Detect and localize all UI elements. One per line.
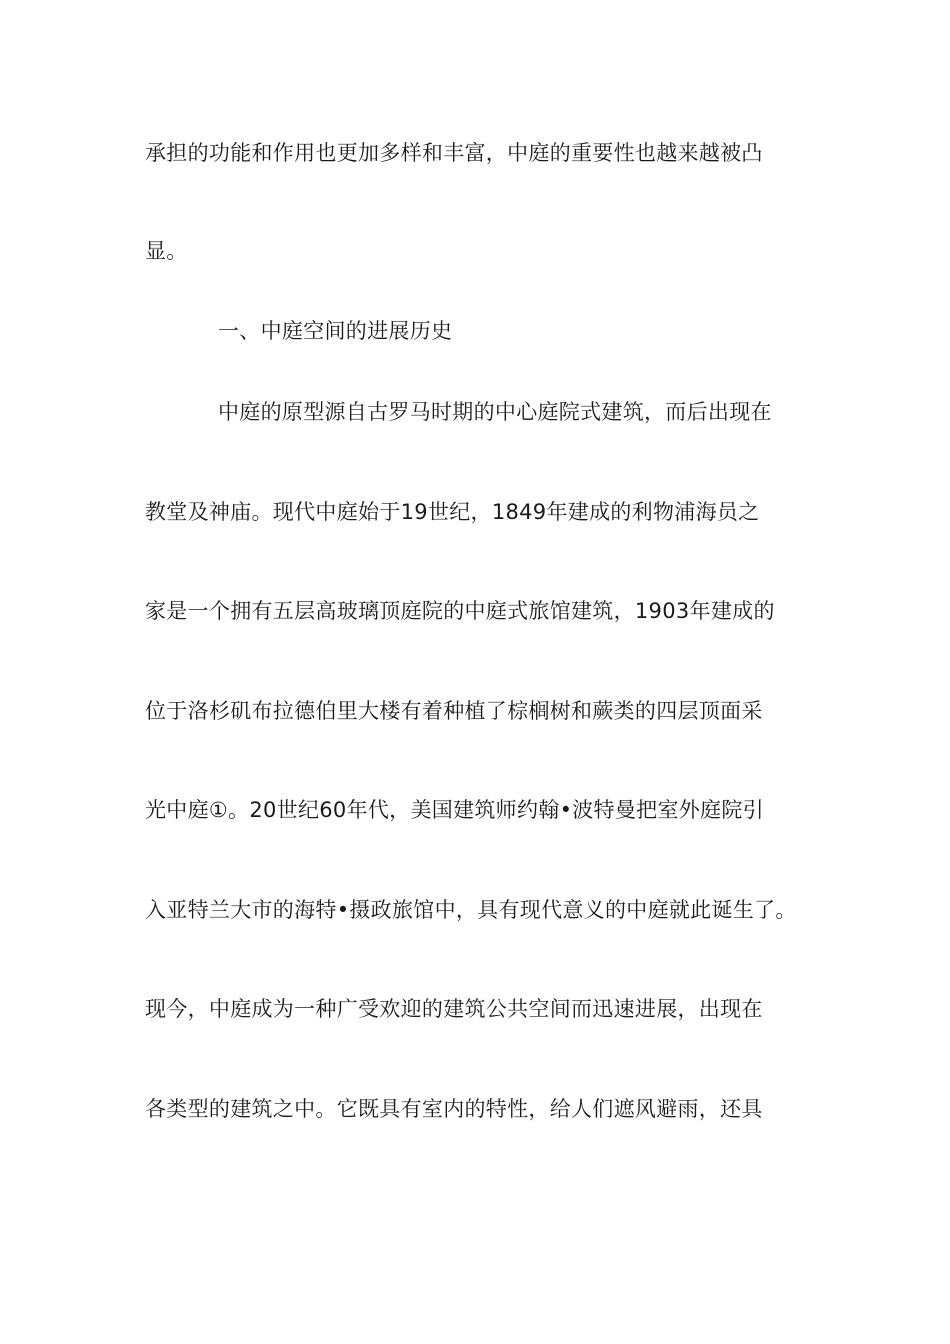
- paragraph-line-9: 现今，中庭成为一种广受欢迎的建筑公共空间而迅速进展，出现在: [145, 997, 763, 1021]
- paragraph-line-8: 入亚特兰大市的海特•摄政旅馆中，具有现代意义的中庭就此诞生了。: [145, 898, 797, 922]
- paragraph-line-5: 家是一个拥有五层高玻璃顶庭院的中庭式旅馆建筑，1903年建成的: [145, 599, 775, 623]
- paragraph-line-1: 承担的功能和作用也更加多样和丰富，中庭的重要性也越来越被凸: [145, 141, 763, 165]
- paragraph-line-6: 位于洛杉矶布拉德伯里大楼有着种植了棕榈树和蕨类的四层顶面采: [145, 699, 763, 723]
- paragraph-line-3: 中庭的原型源自古罗马时期的中心庭院式建筑，而后出现在: [218, 400, 772, 424]
- paragraph-line-10: 各类型的建筑之中。它既具有室内的特性，给人们遮风避雨，还具: [145, 1097, 763, 1121]
- paragraph-line-2: 显。: [145, 239, 188, 263]
- paragraph-line-4: 教堂及神庙。现代中庭始于19世纪，1849年建成的利物浦海员之: [145, 500, 760, 524]
- paragraph-line-7: 光中庭①。20世纪60年代，美国建筑师约翰•波特曼把室外庭院引: [145, 798, 764, 822]
- section-heading: 一、中庭空间的进展历史: [218, 319, 453, 343]
